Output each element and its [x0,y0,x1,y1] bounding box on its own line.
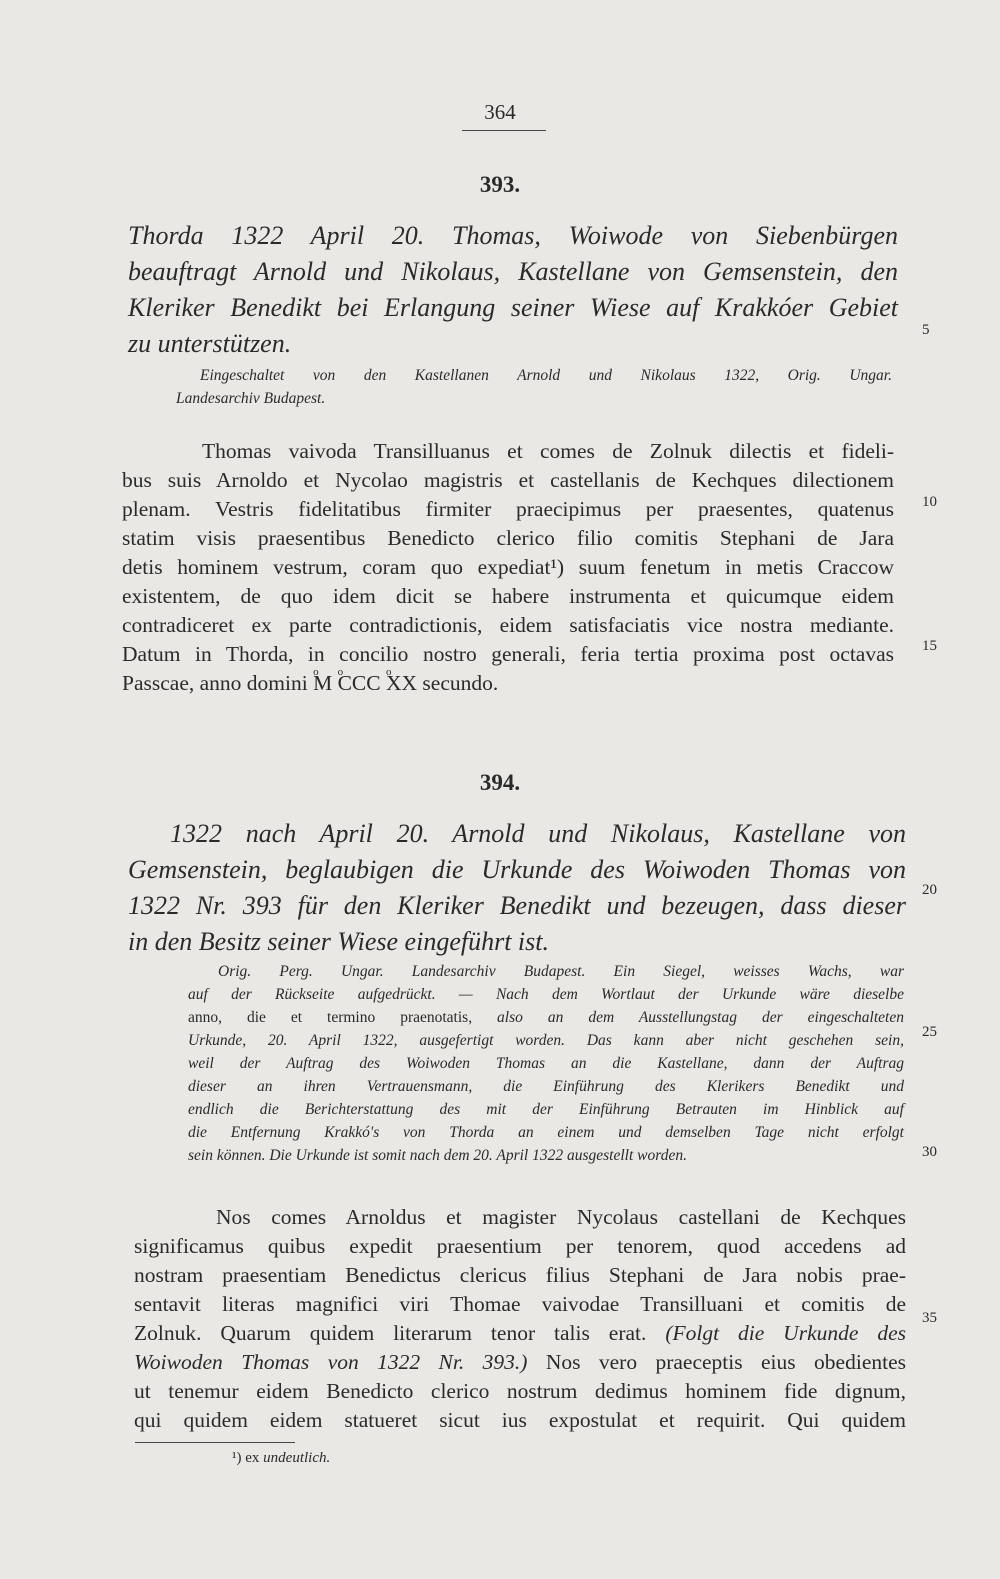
text-line: detis hominem vestrum, coram quo expediat¹) suum fenetum in metis Craccow [122,555,894,579]
italic-fragment: Woiwoden Thomas von 1322 Nr. 393.) [134,1350,528,1374]
margin-line-number: 20 [922,882,937,898]
footnote-text: undeutlich. [263,1450,331,1466]
dating-suffix: secundo. [422,671,499,695]
regest-line: Thorda 1322 April 20. Thomas, Woiwode von Siebenbürgen [128,221,898,250]
dating-prefix: Passcae, anno domini [122,671,308,695]
margin-line-number: 30 [922,1144,937,1160]
archival-note-394 [188,960,904,1167]
note-line: weil der Auftrag des Woiwoden Thomas an die Kastellane, dann der Auftrag [188,1055,904,1072]
note-line: sein können. Die Urkunde ist somit nach dem 20. April 1322 ausgestellt worden. [188,1147,687,1164]
text-line: Datum in Thorda, in concilio nostro generali, feria tertia proxima post octavas [122,642,894,666]
footnote-rule [135,1442,295,1443]
page-number: 364 [484,100,516,124]
margin-line-number: 35 [922,1310,937,1326]
archival-note-393 [176,364,892,410]
regest-line: 1322 Nr. 393 für den Kleriker Benedikt und bezeugen, dass dieser [128,891,906,920]
note-line: dieser an ihren Vertrauensmann, die Einführung des Klerikers Benedikt und [188,1078,904,1095]
text-line: contradiceret ex parte contradictionis, eidem satisfaciatis vice nostra mediante. [122,613,894,637]
footnote-marker: ¹) ex [232,1450,260,1466]
page-number-rule [462,130,546,131]
note-line: endlich die Berichterstattung des mit der Einführung Betrauten im Hinblick auf [188,1101,904,1118]
text-line: significamus quibus expedit praesentium per tenorem, quod accedens ad [134,1234,906,1258]
dating-numeral: o M [313,669,332,698]
regest-line: zu unterstützen. [128,329,292,358]
regest-line: Gemsenstein, beglaubigen die Urkunde des Woiwoden Thomas von [128,855,906,884]
note-line: Urkunde, 20. April 1322, ausgefertigt worden. Das kann aber nicht geschehen sein, [188,1032,904,1049]
margin-line-number: 10 [922,494,937,510]
text-line: ut tenemur eidem Benedicto clerico nostrum dedimus hominem fide dignum, [134,1379,906,1403]
dating-numeral: o XX [386,669,417,698]
text-line: statim visis praesentibus Benedicto clerico filio comitis Stephani de Jara [122,526,894,550]
text-line: bus suis Arnoldo et Nycolao magistris et castellanis de Kechques dilectionem [122,468,894,492]
regest-394 [128,816,906,960]
regest-line: in den Besitz seiner Wiese eingeführt ist. [128,927,549,956]
regest-line: 1322 nach April 20. Arnold und Nikolaus, Kastellane von [170,819,906,848]
margin-line-number: 5 [922,322,930,338]
note-line: auf der Rückseite aufgedrückt. — Nach dem Wortlaut der Urkunde wäre dieselbe [188,986,904,1003]
footnote [232,1450,330,1467]
note-line: Landesarchiv Budapest. [176,390,326,407]
text-line: nostram praesentiam Benedictus clericus filius Stephani de Jara nobis prae- [134,1263,906,1287]
text-line: qui quidem eidem statueret sicut ius expostulat et requirit. Qui quidem [134,1408,906,1432]
text-line: Thomas vaivoda Transilluanus et comes de Zolnuk dilectis et fideli- [202,439,894,463]
text-line: plenam. Vestris fidelitatibus firmiter praecipimus per praesentes, quatenus [122,497,894,521]
note-line: die Entfernung Krakkó's von Thorda an einem und demselben Tage nicht erfolgt [188,1124,904,1141]
margin-line-number: 15 [922,638,937,654]
text-line: sentavit literas magnifici viri Thomae vaivodae Transilluani et comitis de [134,1292,906,1316]
upright-fragment: anno, die et termino praenotatis, [188,1009,473,1026]
regest-line: Kleriker Benedikt bei Erlangung seiner Wiese auf Krakkóer Gebiet [128,293,898,322]
note-line: Eingeschaltet von den Kastellanen Arnold und Nikolaus 1322, Orig. Ungar. [200,367,892,384]
dating-line [122,669,894,698]
text-line [134,1319,906,1348]
note-line: Orig. Perg. Ungar. Landesarchiv Budapest. Ein Siegel, weisses Wachs, war [218,963,904,980]
note-line: anno, die et termino praenotatis, also an dem Ausstellungstag der eingeschalteten [188,1009,904,1026]
regest-393 [128,218,898,362]
text-line: Nos comes Arnoldus et magister Nycolaus castellani de Kechques [216,1205,906,1229]
text-fragment: Nos vero praeceptis eius obedientes [545,1350,906,1374]
latin-text-393 [122,437,894,698]
document-number-394: 394. [479,770,521,795]
regest-line: beauftragt Arnold und Nikolaus, Kastellane von Gemsenstein, den [128,257,898,286]
italic-fragment: (Folgt die Urkunde des [665,1321,907,1345]
document-number-393: 393. [479,172,521,197]
dating-numeral: o CCC [338,669,381,698]
latin-text-394 [134,1203,906,1435]
text-fragment: Zolnuk. Quarum quidem literarum tenor talis erat. [134,1321,647,1345]
text-line [134,1348,906,1377]
margin-line-number: 25 [922,1024,937,1040]
text-line: existentem, de quo idem dicit se habere instrumenta et quicumque eidem [122,584,894,608]
